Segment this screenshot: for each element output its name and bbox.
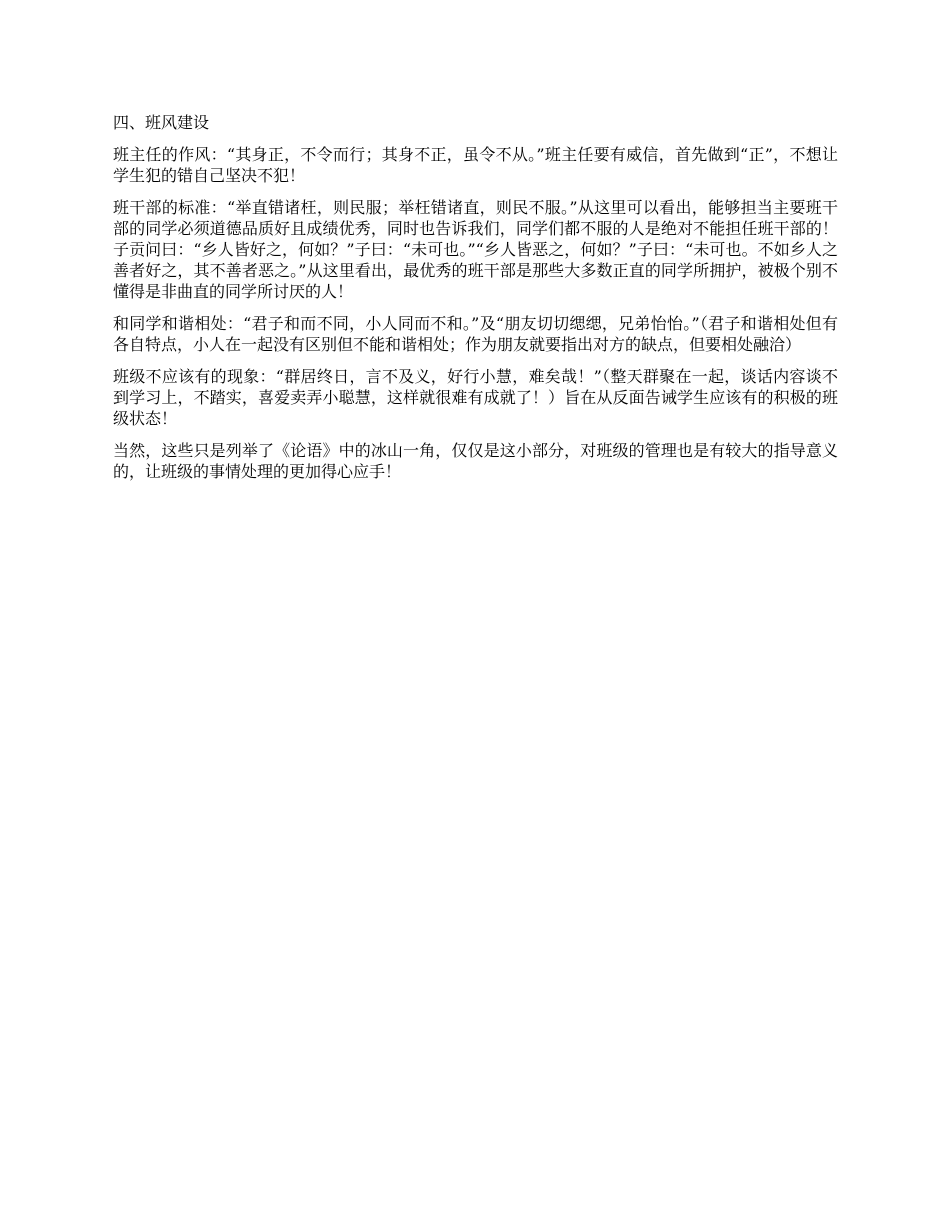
paragraph-head-teacher-style: 班主任的作风：“其身正，不令而行；其身不正，虽令不从。”班主任要有威信，首先做到“正”，不想让学生犯的错自己坚决不犯！: [113, 145, 838, 185]
section-heading: 四、班风建设: [113, 113, 210, 132]
paragraph-class-cadre-standard: 班干部的标准：“举直错诸枉，则民服；举枉错诸直，则民不服。”从这里可以看出，能够担当主要班干部的同学必须道德品质好且成绩优秀，同时也告诉我们，同学们都不服的人是绝对不能担任班干部的！子贡问曰：“乡人皆好之，何如？”子曰：“未可也。”“乡人皆恶之，何如？”子曰：“未可也。不如乡人之善者好之，其不善者恶之。”从这里看出，最优秀的班干部是那些大多数正直的同学所拥护，被极个别不懂得是非曲直的同学所讨厌的人！: [113, 198, 838, 301]
paragraph-undesirable-phenomena: 班级不应该有的现象：“群居终日，言不及义，好行小慧，难矣哉！”（整天群聚在一起，谈话内容谈不到学习上，不踏实，喜爱卖弄小聪慧，这样就很难有成就了！）旨在从反面告诫学生应该有的积极的班级状态！: [113, 367, 838, 428]
paragraph-conclusion: 当然，这些只是列举了《论语》中的冰山一角，仅仅是这小部分，对班级的管理也是有较大的指导意义的，让班级的事情处理的更加得心应手！: [113, 441, 838, 481]
paragraph-harmony-with-classmates: 和同学和谐相处：“君子和而不同，小人同而不和。”及“朋友切切缌缌，兄弟怡怡。”（君子和谐相处但有各自特点，小人在一起没有区别但不能和谐相处；作为朋友就要指出对方的缺点，但要相处融洽）: [113, 314, 838, 354]
document-page: [113, 112, 838, 493]
